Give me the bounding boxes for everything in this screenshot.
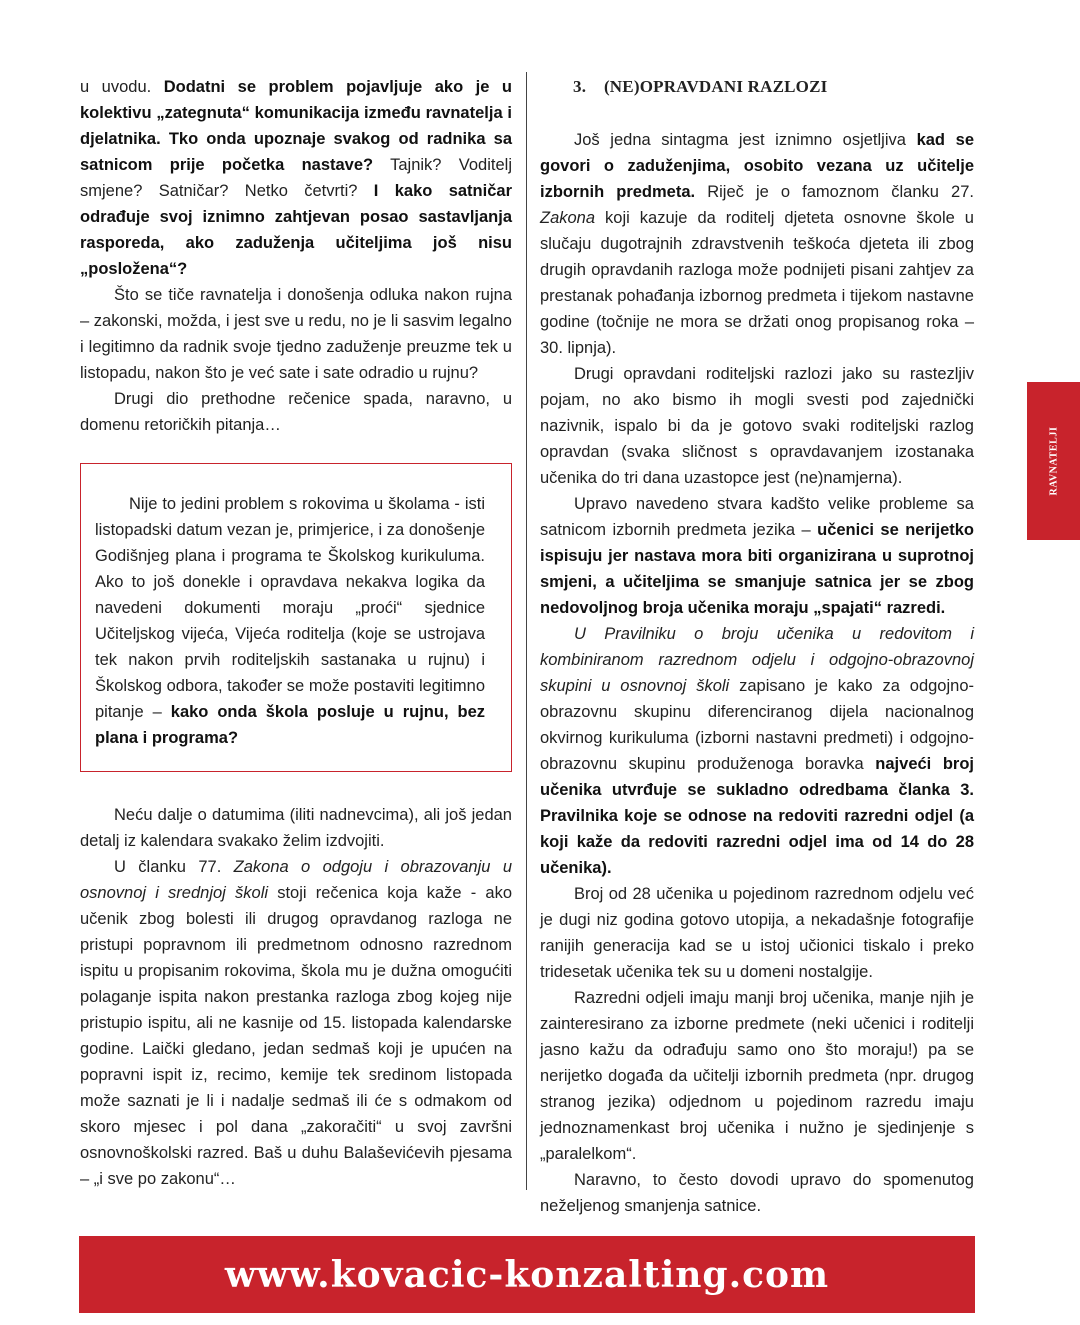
paragraph: Drugi dio prethodne rečenice spada, naravno, u domenu retoričkih pitanja… (80, 390, 512, 434)
side-tab-label: RAVNATELJI (1048, 426, 1059, 496)
paragraph: U Pravilniku o broju učenika u redovitom i kombiniranom razrednom odjelu i odgojno-obrazovnoj skupini u osnovnoj školi zapisano je kako za odgojno-obrazovnu skupinu diferenciranog dijela nacionalnog okvirnog kurikuluma (izborni nastavni predmeti) i odgojno-obrazovnu skupinu produženoga boravka najveći broj učenika utvrđuje se sukladno odredbama članka 3. Pravilnika koje se odnose na redoviti razredni odjel (a koji kaže da redoviti razredni odjel ima od 14 do 28 učenika). (540, 625, 975, 877)
section-side-tab (1027, 382, 1080, 540)
section-heading: 3. (NE)OPRAVDANI RAZLOZI (573, 77, 828, 96)
paragraph: Upravo navedeno stvara kadšto velike probleme sa satnicom izbornih predmeta jezika – učenici se nerijetko ispisuju jer nastava mora biti organizirana u suprotnoj smjeni, a učiteljima se smanjuje satnica jer se zbog nedovoljnog broja učenika moraju „spajati“ razredi. (540, 495, 975, 617)
right-column (540, 74, 974, 1219)
paragraph: Broj od 28 učenika u pojedinom razrednom odjelu već je dugi niz godina gotovo utopija, a nekadašnje fotografije ranijih generacija kad se u istoj učionici tiskalo i preko tridesetak učenika tek su u domeni nostalgije. (540, 885, 974, 981)
paragraph: Neću dalje o datumima (iliti nadnevcima), ali još jedan detalj iz kalendara svakako želim izdvojiti. (80, 806, 512, 850)
paragraph: u uvodu. Dodatni se problem pojavljuje ako je u kolektivu „zategnuta“ komunikacija između ravnatelja i djelatnika. Tko onda upoznaje svakog od radnika sa satnicom prije početka nastave? Tajnik? Voditelj smjene? Satničar? Netko četvrti? I kako satničar odrađuje svoj iznimno zahtjevan posao sastavljanja rasporeda, ako zaduženja učiteljima još nisu „posložena“? (80, 78, 512, 278)
paragraph: Još jedna sintagma jest iznimno osjetljiva kad se govori o zaduženjima, osobito vezana uz učitelje izbornih predmeta. Riječ je o famoznom članku 27. Zakona koji kazuje da roditelj djeteta osnovne škole u slučaju dugotrajnih zdravstvenih teškoća djeteta ili zbog drugih opravdanih razloga može podnijeti pisani zahtjev za prestanak pohađanja izbornog predmeta i tijekom nastavne godine (točnije ne mora se držati onog propisanog roka – 30. lipnja). (540, 131, 974, 357)
left-column-lower (80, 802, 512, 1192)
callout-text: Nije to jedini problem s rokovima u školama - isti listopadski datum vezan je, primjerice, i za donošenje Godišnjeg plana i programa te Školskog kurikuluma. Ako to još donekle i opravdava nekakva logika da navedeni dokumenti moraju „proći“ sjednice Učiteljskog vijeća, Vijeća roditelja (koje se ustrojava tek nakon prvih roditeljskih sastanaka u rujnu) i Školskog odbora, također se može postaviti legitimno pitanje – kako onda škola posluje u rujnu, bez plana i programa? (95, 495, 486, 747)
paragraph: Razredni odjeli imaju manji broj učenika, manje njih je zainteresirano za izborne predmete (neki učenici i roditelji jasno kažu da odrađuju samo ono što moraju!) pa se nerijetko događa da učitelji izbornih predmeta (npr. drugog stranog jezika) odjednom u pojedinom razredu imaju jednoznamenkast broj učenika i nužno je sjedinjenje s „paralelkom“. (540, 989, 974, 1163)
paragraph: U članku 77. Zakona o odgoju i obrazovanju u osnovnoj i srednjoj školi stoji rečenica koja kaže - ako učenik zbog bolesti ili drugog opravdanog razloga ne pristupi popravnom ili predmetnom odnosno razrednom ispitu u propisanim rokovima, škola mu je dužna omogućiti polaganje ispita nakon prestanka razloga zbog kojeg nije pristupio ispitu, ali ne kasnije od 15. listopada kalendarske godine. Laički gledano, jedan sedmaš koji je upućen na popravni ispit iz, recimo, kemije tek sredinom listopada može saznati je li i nadalje sedmaš ili će s odmakom od skoro mjesec i pol dana „zakoračiti“ u svoj završni osnovnoškolski razred. Baš u duhu Balaševićevih pjesama – „i sve po zakonu“… (80, 858, 512, 1188)
paragraph: Drugi opravdani roditeljski razlozi jako su rastezljiv pojam, no ako bismo ih mogli svesti pod zajednički nazivnik, ispalo bi da je gotovo svaki roditeljski razlog opravdan (svaka sličnost s opravdavanjem izostanaka učenika do tri dana uzastopce jest (ne)namjerna). (540, 365, 974, 487)
footer-banner (79, 1236, 975, 1313)
column-divider (526, 72, 527, 1190)
left-column (80, 74, 512, 438)
callout-box (80, 463, 512, 772)
paragraph: Naravno, to često dovodi upravo do spomenutog neželjenog smanjenja satnice. (540, 1171, 974, 1215)
paragraph: Što se tiče ravnatelja i donošenja odluka nakon rujna – zakonski, možda, i jest sve u redu, no je li sasvim legalno i legitimno da radnik svoje tjedno zaduženje preuzme tek u listopadu, nakon što je već sate i sate odradio u rujnu? (80, 286, 512, 382)
footer-url[interactable]: www.kovacic-konzalting.com (224, 1253, 830, 1296)
